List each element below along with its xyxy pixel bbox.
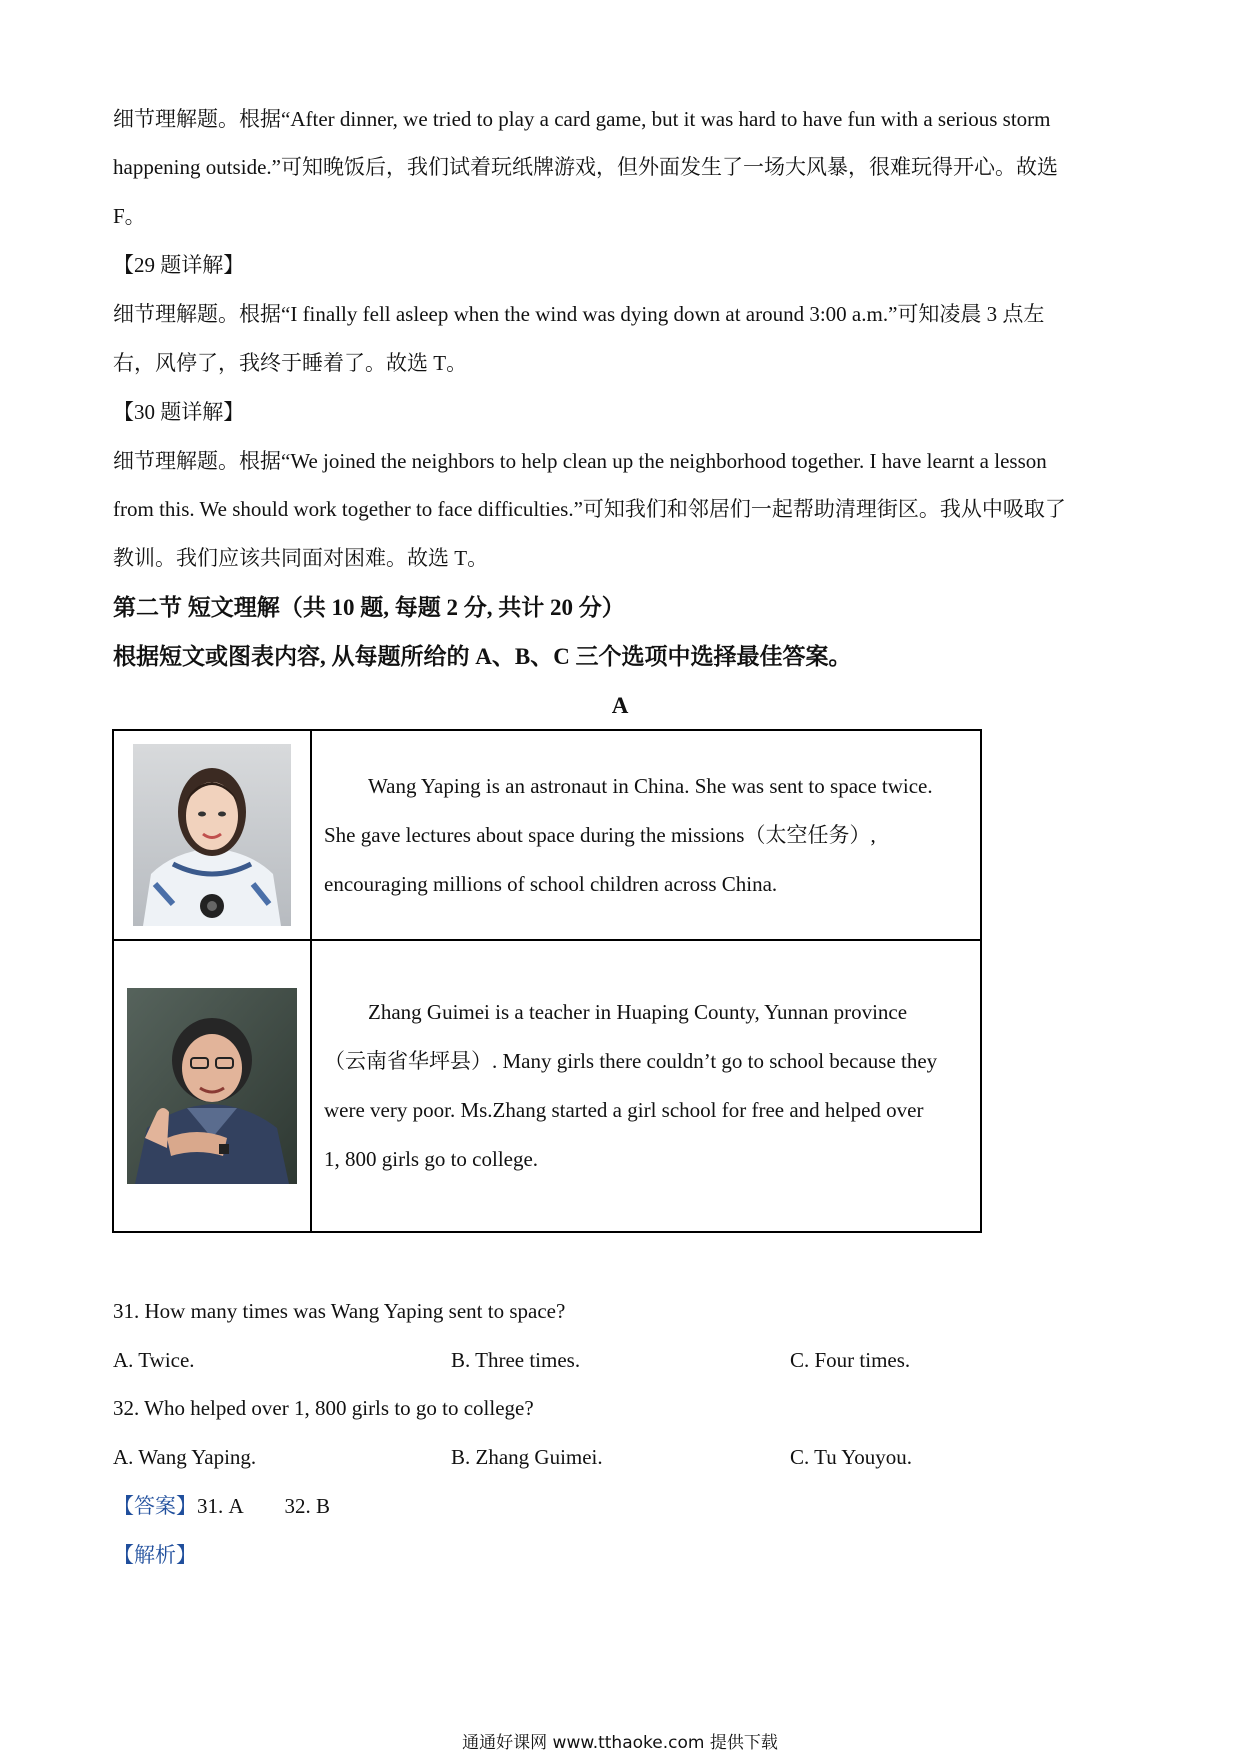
question-31-option-c: C. Four times. bbox=[790, 1348, 911, 1372]
section-title: 第二节 短文理解（共 10 题, 每题 2 分, 共计 20 分） bbox=[113, 595, 625, 620]
teacher-photo bbox=[127, 988, 297, 1184]
table-row bbox=[113, 940, 981, 1232]
paragraph-30-line-1: 细节理解题。根据“We joined the neighbors to help clean up the neighborhood together. I have learnt a lesson bbox=[113, 449, 1047, 473]
table-row bbox=[113, 730, 981, 940]
answer-line bbox=[113, 1494, 330, 1519]
question-32-option-c: C. Tu Youyou. bbox=[790, 1445, 913, 1469]
heading-29: 【29 题详解】 bbox=[113, 253, 245, 277]
heading-30: 【30 题详解】 bbox=[113, 400, 245, 424]
paragraph-29-line-1: 细节理解题。根据“I finally fell asleep when the wind was dying down at around 3:00 a.m.”可知凌晨 3 点左 bbox=[113, 302, 1045, 326]
row2-line-2: （云南省华坪县）. Many girls there couldn’t go to school because they bbox=[324, 1049, 938, 1073]
paragraph-28-line-1: 细节理解题。根据“After dinner, we tried to play a card game, but it was hard to have fun with a serious storm bbox=[113, 107, 1051, 131]
analysis-label: 【解析】 bbox=[113, 1543, 197, 1567]
zhang-guimei-text bbox=[311, 940, 981, 1232]
photo-cell bbox=[113, 730, 311, 940]
paragraph-28-line-2: happening outside.”可知晚饭后，我们试着玩纸牌游戏，但外面发生了一场大风暴，很难玩得开心。故选 bbox=[113, 155, 1058, 179]
paragraph-28-line-3: F。 bbox=[113, 204, 146, 228]
question-31-option-a: A. Twice. bbox=[113, 1348, 195, 1372]
row2-line-4: 1, 800 girls go to college. bbox=[324, 1147, 539, 1171]
question-32-stem: 32. Who helped over 1, 800 girls to go to college? bbox=[113, 1396, 534, 1420]
row2-line-1: Zhang Guimei is a teacher in Huaping County, Yunnan province bbox=[368, 1000, 908, 1024]
paragraph-30-line-2: from this. We should work together to face difficulties.”可知我们和邻居们一起帮助清理街区。我从中吸取了 bbox=[113, 497, 1066, 521]
answer-text: 31. A 32. B bbox=[197, 1494, 331, 1518]
paragraph-30-line-3: 教训。我们应该共同面对困难。故选 T。 bbox=[113, 546, 489, 570]
question-32-option-a: A. Wang Yaping. bbox=[113, 1445, 257, 1469]
passage-table bbox=[112, 729, 982, 1233]
photo-cell bbox=[113, 940, 311, 1232]
question-31-option-b: B. Three times. bbox=[451, 1348, 581, 1372]
footer-text: 通通好课网 www.tthaoke.com 提供下载 bbox=[462, 1733, 778, 1753]
astronaut-photo bbox=[133, 744, 291, 926]
question-32-option-b: B. Zhang Guimei. bbox=[451, 1445, 603, 1469]
row1-line-3: encouraging millions of school children across China. bbox=[324, 871, 778, 896]
section-instruction: 根据短文或图表内容, 从每题所给的 A、B、C 三个选项中选择最佳答案。 bbox=[113, 644, 852, 669]
row2-line-3: were very poor. Ms.Zhang started a girl school for free and helped over bbox=[324, 1098, 924, 1122]
question-31-stem: 31. How many times was Wang Yaping sent to space? bbox=[113, 1299, 566, 1323]
passage-label: A bbox=[611, 693, 629, 718]
answer-label: 【答案】 bbox=[113, 1494, 197, 1518]
row1-line-2: She gave lectures about space during the missions（太空任务）, bbox=[324, 822, 876, 847]
paragraph-29-line-2: 右，风停了，我终于睡着了。故选 T。 bbox=[113, 351, 468, 375]
wang-yaping-text bbox=[311, 730, 981, 940]
row1-line-1: Wang Yaping is an astronaut in China. She was sent to space twice. bbox=[368, 773, 933, 798]
